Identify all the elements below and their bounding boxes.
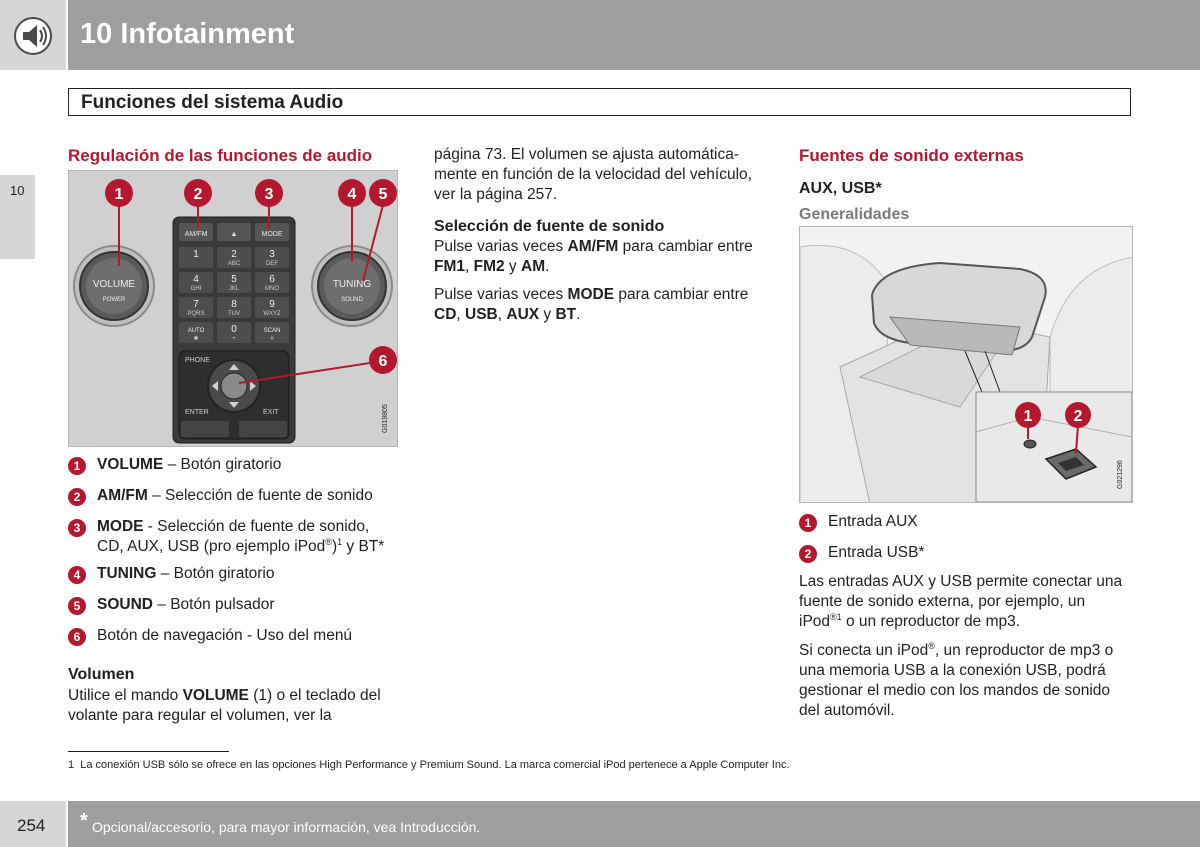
key-eject: ▲ <box>230 231 238 238</box>
general-heading: Generalidades <box>799 206 910 223</box>
text-run: , <box>465 258 474 275</box>
bold-run: VOLUME <box>182 687 249 704</box>
aux-usb-heading: AUX, USB* <box>799 180 882 197</box>
aux-usb-figure <box>799 226 1133 503</box>
usb-callout-1: 1 <box>1023 408 1033 425</box>
callout-6: 6 <box>378 353 388 370</box>
audio-controls-illustration <box>69 171 398 447</box>
text-run: o un reproductor de mp3. <box>841 613 1021 630</box>
legend-number: 2 <box>799 545 817 563</box>
legend-text-line2: CD, AUX, USB (pro ejemplo iPod <box>97 538 326 555</box>
keypad-key-number: 6 <box>269 274 275 285</box>
keypad-key-number: 1 <box>193 249 199 260</box>
legend-text: Botón de navegación - Uso del menú <box>97 627 353 644</box>
text-run: para cambiar entre <box>618 238 753 255</box>
text-run: . <box>545 258 550 275</box>
callout-3: 3 <box>264 186 274 203</box>
footnote-ref: 1 <box>337 537 343 547</box>
text-line: gestionar el medio con los mandos de sonido <box>799 682 1111 699</box>
audio-functions-heading: Regulación de las funciones de audio <box>68 146 373 165</box>
tuning-knob-label: TUNING <box>332 279 372 290</box>
callout-1: 1 <box>114 186 124 203</box>
callout-4: 4 <box>347 186 357 203</box>
keypad-key-letters: PQRS <box>187 311 205 317</box>
text-run: , un reproductor de mp3 o <box>934 642 1114 659</box>
text-run: . <box>576 306 581 323</box>
audio-controls-figure <box>68 170 398 447</box>
legend-number: 2 <box>68 488 86 506</box>
key-enter: ENTER <box>185 409 209 416</box>
footnote-rule <box>68 751 229 752</box>
key-am-fm: AM/FM <box>184 231 208 238</box>
figure-code: G019805 <box>382 404 389 433</box>
keypad-key-number: 8 <box>231 299 237 310</box>
aux-usb-paragraph-1 <box>799 572 1122 632</box>
keypad-key-letters: WXYZ <box>263 311 281 317</box>
legend-text: – Botón pulsador <box>152 596 275 613</box>
text-line: ver la página 257. <box>434 186 558 203</box>
registered-mark: ® <box>325 537 332 547</box>
console-illustration <box>800 227 1133 503</box>
text-line: volante para regular el volumen, ver la <box>68 707 332 724</box>
bold-run: MODE <box>567 286 615 303</box>
legend-text: Entrada USB* <box>828 544 925 561</box>
keypad-key-number: 2 <box>231 249 237 260</box>
footnote-ref: 1 <box>836 612 842 622</box>
keypad-key-number: AUTO <box>187 328 205 334</box>
aux-usb-paragraph-2 <box>799 641 1113 721</box>
speaker-icon <box>13 16 53 56</box>
text-run: para cambiar entre <box>614 286 749 303</box>
keypad-key-letters: + <box>232 336 236 342</box>
bold-run: AM <box>521 258 546 275</box>
legend-number: 1 <box>799 514 817 532</box>
bold-run: AUX <box>506 306 540 323</box>
bold-run: USB <box>465 306 498 323</box>
keypad-key-letters: ABC <box>227 261 241 267</box>
keypad-key-letters: GHI <box>190 286 202 292</box>
legend-term: VOLUME <box>97 456 164 473</box>
footnote-number: 1 <box>68 759 75 771</box>
text-line: fuente de sonido externa, por ejemplo, un <box>799 593 1086 610</box>
keypad-key-number: 9 <box>269 299 275 310</box>
usb-callout-2: 2 <box>1073 408 1083 425</box>
volumen-heading: Volumen <box>68 666 135 683</box>
text-line: del automóvil. <box>799 702 895 719</box>
key-exit: EXIT <box>263 409 279 416</box>
text-line: página 73. El volumen se ajusta automática- <box>434 146 740 163</box>
bold-run: FM2 <box>473 258 505 275</box>
bold-run: AM/FM <box>567 238 619 255</box>
keypad-key-letters: MNO <box>265 286 279 292</box>
navigation-center <box>221 373 247 399</box>
keypad-key-number: 4 <box>193 274 199 285</box>
legend-text: – Selección de fuente de sonido <box>147 487 373 504</box>
text-run: iPod <box>799 613 831 630</box>
legend-term: AM/FM <box>97 487 148 504</box>
bold-run: CD <box>434 306 457 323</box>
side-tab-label: 10 <box>10 183 25 198</box>
keypad-key-letters: # <box>270 336 274 342</box>
legend-text: – Botón giratorio <box>156 565 275 582</box>
callout-5: 5 <box>378 186 388 203</box>
keypad-key-number: SCAN <box>263 328 281 334</box>
key-mode: MODE <box>261 231 283 238</box>
chapter-title: 10 Infotainment <box>80 18 295 50</box>
legend-term: TUNING <box>97 565 157 582</box>
keypad-key-number: 0 <box>231 324 237 335</box>
text-line: una memoria USB a la conexión USB, podrá <box>799 662 1106 679</box>
text-run: Pulse varias veces <box>434 286 568 303</box>
keypad-key-number: 7 <box>193 299 199 310</box>
legend-text: – Botón giratorio <box>163 456 282 473</box>
bold-run: BT <box>555 306 577 323</box>
text-line: mente en función de la velocidad del vehículo, <box>434 166 752 183</box>
text-run: Utilice el mando <box>68 687 183 704</box>
legend-number: 1 <box>68 457 86 475</box>
keypad-key-letters: JKL <box>228 286 240 292</box>
source-selection-heading: Selección de fuente de sonido <box>434 218 665 235</box>
legend-number: 4 <box>68 566 86 584</box>
keypad-key-number: 3 <box>269 249 275 260</box>
text-run: , <box>497 306 507 323</box>
text-run: , <box>456 306 466 323</box>
volume-knob-sublabel: POWER <box>102 297 126 303</box>
text-run: (1) o el teclado del <box>248 687 381 704</box>
tuning-knob-sublabel: SOUND <box>341 297 363 303</box>
legend-number: 5 <box>68 597 86 615</box>
registered-mark: ® <box>830 612 837 622</box>
text-run: y <box>539 306 556 323</box>
legend-text: Entrada AUX <box>828 513 918 530</box>
bold-run: FM1 <box>434 258 465 275</box>
continued-paragraph <box>434 145 752 205</box>
volumen-paragraph <box>68 686 381 726</box>
external-sources-heading: Fuentes de sonido externas <box>799 146 1024 165</box>
top-keys <box>179 223 289 241</box>
volume-knob-label: VOLUME <box>92 279 136 290</box>
mode-paragraph <box>434 285 748 325</box>
volume-knob <box>74 246 154 326</box>
key-phone: PHONE <box>185 357 210 364</box>
callout-2: 2 <box>193 186 203 203</box>
footnote-text: La conexión USB sólo se ofrece en las opciones High Performance y Premium Sound. La marca comercial iPod pertenece a Apple Computer Inc. <box>80 759 790 771</box>
text-run: y <box>504 258 521 275</box>
legend-text: - Selección de fuente de sonido, <box>143 518 370 535</box>
text-run: Pulse varias veces <box>434 238 568 255</box>
legend-term: MODE <box>97 518 144 535</box>
amfm-paragraph <box>434 237 753 277</box>
keypad-key-number: 5 <box>231 274 237 285</box>
footer-note: Opcional/accesorio, para mayor información, vea Introducción. <box>92 819 481 835</box>
keypad-key-letters: ✱ <box>193 336 199 342</box>
registered-mark: ® <box>928 641 935 651</box>
legend-number: 3 <box>68 519 86 537</box>
footer-star: * <box>80 810 88 832</box>
text-line: Las entradas AUX y USB permite conectar una <box>799 573 1123 590</box>
page-number: 254 <box>17 816 46 835</box>
keypad-key-letters: TUV <box>228 311 240 317</box>
text-run: Si conecta un iPod <box>799 642 929 659</box>
legend-term: SOUND <box>97 596 153 613</box>
figure-code: G021296 <box>1117 460 1124 489</box>
legend-number: 6 <box>68 628 86 646</box>
section-title: Funciones del sistema Audio <box>81 92 344 113</box>
keypad-key-letters: DEF <box>266 261 278 267</box>
legend-text-line2-end: y BT* <box>342 538 385 555</box>
footnote <box>68 759 790 771</box>
